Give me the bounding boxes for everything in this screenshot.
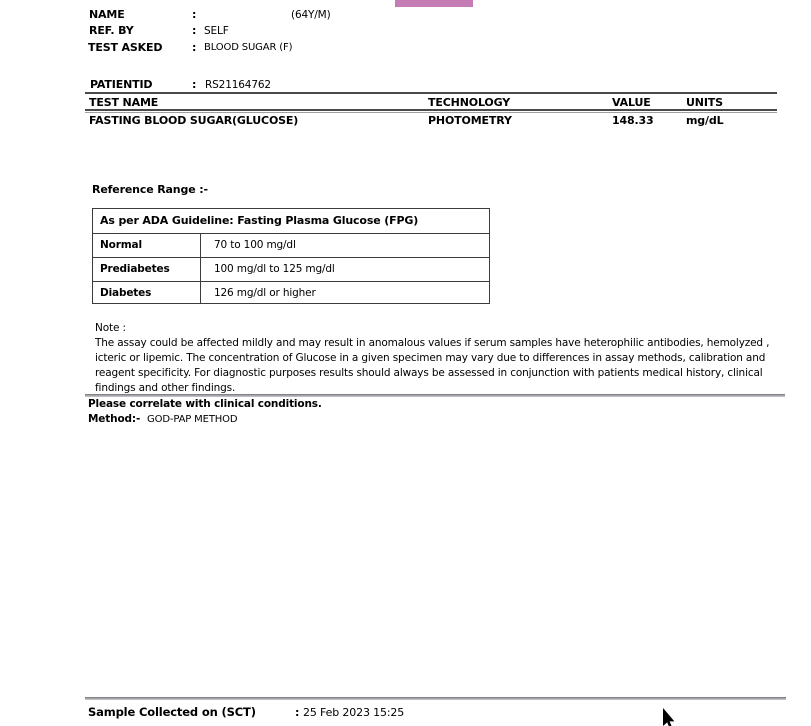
rule-above-sample-row xyxy=(85,697,786,700)
rule-above-results-table xyxy=(85,92,777,94)
sample-collected-label: Sample Collected on (SCT) xyxy=(88,705,256,719)
table-row xyxy=(93,258,489,282)
rule-below-results-header-light xyxy=(85,112,777,113)
correlate-statement: Please correlate with clinical conditions. xyxy=(88,398,322,410)
ref-by-label: REF. BY xyxy=(89,24,134,37)
reference-row-range: 100 mg/dl to 125 mg/dl xyxy=(214,263,335,275)
sample-collected-colon: : xyxy=(295,706,300,719)
test-asked-label: TEST ASKED xyxy=(88,41,163,54)
col-header-units: UNITS xyxy=(686,96,723,109)
sample-collected-value: 25 Feb 2023 15:25 xyxy=(303,706,405,719)
result-technology: PHOTOMETRY xyxy=(428,114,512,127)
note-line: icteric or lipemic. The concentration of Glucose in a given specimen may vary due to differences in assay methods, calibration and xyxy=(95,352,766,364)
rule-below-results-header xyxy=(85,109,777,111)
method-label: Method:- xyxy=(88,413,141,425)
patient-id-colon: : xyxy=(192,78,197,91)
patient-age-sex: (64Y/M) xyxy=(291,9,331,21)
brand-color-bar xyxy=(395,0,473,7)
patient-name-label: NAME xyxy=(89,8,125,21)
reference-row-label: Diabetes xyxy=(100,287,152,299)
reference-table-column-divider xyxy=(200,233,201,303)
result-value: 148.33 xyxy=(612,114,654,127)
table-row xyxy=(93,282,489,305)
reference-row-label: Normal xyxy=(100,239,142,251)
patient-id-value: RS21164762 xyxy=(205,79,271,91)
patient-name-colon: : xyxy=(192,8,197,21)
reference-row-range: 126 mg/dl or higher xyxy=(214,287,316,299)
col-header-technology: TECHNOLOGY xyxy=(428,96,511,109)
reference-row-range: 70 to 100 mg/dl xyxy=(214,239,296,251)
note-label: Note : xyxy=(95,322,126,334)
reference-row-label: Prediabetes xyxy=(100,263,170,275)
reference-range-heading: Reference Range :- xyxy=(92,183,208,196)
ref-by-colon: : xyxy=(192,24,197,37)
table-row xyxy=(93,234,489,258)
patient-id-label: PATIENTID xyxy=(90,78,153,91)
mouse-cursor-icon xyxy=(662,708,676,726)
col-header-test-name: TEST NAME xyxy=(89,96,159,109)
note-line: findings and other findings. xyxy=(95,382,236,394)
result-units: mg/dL xyxy=(686,114,724,127)
result-test-name: FASTING BLOOD SUGAR(GLUCOSE) xyxy=(89,114,299,127)
reference-range-table xyxy=(92,208,490,304)
method-value: GOD-PAP METHOD xyxy=(147,414,238,425)
test-asked-colon: : xyxy=(192,41,197,54)
note-line: The assay could be affected mildly and may result in anomalous values if serum samples have heterophilic antibodies, hemolyzed , xyxy=(95,337,770,349)
col-header-value: VALUE xyxy=(612,96,651,109)
ref-by-value: SELF xyxy=(204,25,229,37)
rule-below-note xyxy=(85,394,785,397)
test-asked-value: BLOOD SUGAR (F) xyxy=(204,42,293,53)
reference-table-header: As per ADA Guideline: Fasting Plasma Glucose (FPG) xyxy=(93,209,489,234)
note-line: reagent specificity. For diagnostic purposes results should always be assessed in conjunction with patients medical history, clinical xyxy=(95,367,763,379)
